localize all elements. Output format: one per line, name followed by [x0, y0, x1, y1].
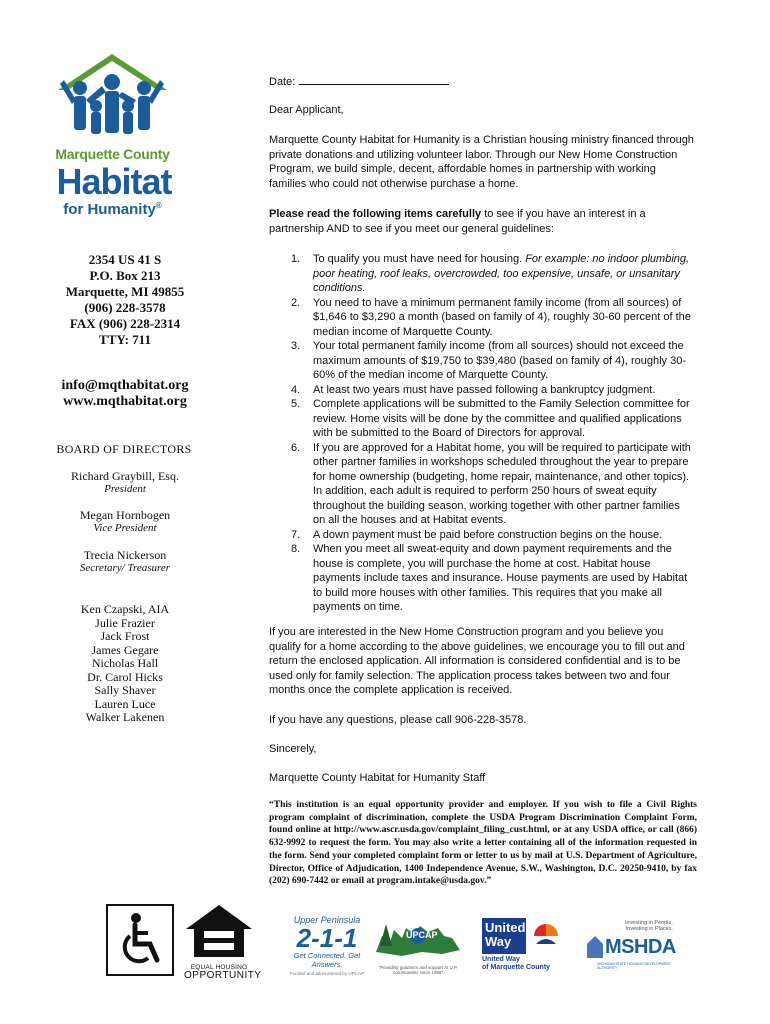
- board-member: Sally Shaver: [94, 683, 156, 697]
- address-phone: (906) 228-3578: [84, 300, 166, 315]
- up211-big: 2-1-1: [296, 923, 358, 953]
- upcap-name: UPCAP: [406, 930, 438, 940]
- habitat-logo: [50, 50, 175, 220]
- up211-small: Funded and administered by UPCAP: [290, 971, 364, 976]
- item-number: 8.: [291, 543, 301, 555]
- address-fax: FAX (906) 228-2314: [69, 316, 181, 331]
- equal-housing-line1: EQUAL HOUSING: [190, 964, 248, 971]
- board-officer: [40, 470, 210, 496]
- greeting: Dear Applicant,: [269, 104, 344, 116]
- date-label: Date:: [269, 76, 296, 88]
- item-number: 4.: [291, 383, 301, 396]
- mshda-house-icon: [585, 934, 605, 960]
- signature: Marquette County Habitat for Humanity Staff: [269, 772, 486, 784]
- habitat-house-icon: [50, 50, 175, 146]
- up211-top: Upper Peninsula: [293, 915, 361, 925]
- officer-role: President: [104, 483, 146, 495]
- address-city: Marquette, MI 49855: [65, 284, 185, 299]
- item-text: To qualify you must have need for housing.: [313, 253, 526, 265]
- united-way-line2: Way: [485, 934, 512, 949]
- list-item: [269, 542, 694, 615]
- officer-role: Vice President: [93, 522, 157, 534]
- united-way-hand-icon: [530, 920, 562, 952]
- logo-line-county: Marquette County: [55, 146, 170, 162]
- united-way-line1: United: [485, 920, 526, 935]
- board-officer: [40, 509, 210, 535]
- interested-paragraph: If you are interested in the New Home Construction program and you believe you qualify for a home according to the above guidelines, we encourage you to fill out and return the enclosed application. All information is considered confidential and is to be used only for family selection. The application process takes between two and four months once the complete application is received.: [269, 626, 685, 696]
- mshda-tag1: Investing in People.: [624, 920, 673, 926]
- item-number: 1.: [291, 253, 301, 265]
- officer-name: Trecia Nickerson: [83, 548, 167, 562]
- board-member: Jack Frost: [100, 629, 150, 643]
- up211-tag: Get Connected. Get Answers.: [293, 951, 361, 969]
- list-item: [269, 252, 694, 296]
- board-member: Julie Frazier: [95, 615, 155, 630]
- address-pobox: P.O. Box 213: [89, 268, 161, 283]
- officer-role: Secretary/ Treasurer: [79, 562, 171, 574]
- logo-humanity-text: for Humanity: [63, 201, 156, 218]
- board-member: Nicholas Hall: [91, 656, 159, 670]
- item-text: At least two years must have passed following a bankruptcy judgment.: [313, 383, 656, 396]
- item-example: For example: no indoor plumbing, poor heating, roof leaks, overcrowded, too expensive, unsafe, or unsanitary conditions.: [313, 253, 690, 294]
- mshda-logo: [583, 920, 676, 976]
- usda-disclaimer: “This institution is an equal opportunity provider and employer. If you wish to file a Civil Rights program complaint of discrimination, complete the USDA Program Discrimination Complaint Form, found online at http://www.ascr.usda.gov/complaint_filing_cust.html, or at any USDA office, or call (866) 632-9992 to request the form. You may also write a letter containing all of the information requested in the form. Send your completed complaint form or letter to us by mail at U.S. Department of Agriculture, Director, Office of Adjudication, 1400 Independence Avenue, S.W., Washington, D.C. 20250-9410, by fax (202) 690-7442 or email at program.intake@usda.gov.”: [269, 800, 697, 887]
- board-title: BOARD OF DIRECTORS: [56, 442, 192, 456]
- upcap-tag: “Providing guidance and support to U.P. communities since 1968”: [378, 965, 458, 975]
- item-number: 5.: [291, 398, 301, 410]
- contact-website[interactable]: www.mqthabitat.org: [63, 394, 187, 409]
- equal-housing-icon: [184, 903, 254, 959]
- questions-paragraph: If you have any questions, please call 906-228-3578.: [269, 714, 527, 726]
- item-number: 3.: [291, 340, 301, 352]
- item-number: 2.: [291, 296, 301, 309]
- date-line: [269, 74, 694, 90]
- closing: Sincerely,: [269, 743, 317, 755]
- guidelines-list: [269, 252, 694, 615]
- united-way-badge: [482, 918, 526, 954]
- contact-block: [40, 378, 210, 410]
- logo-line-humanity: [50, 201, 175, 218]
- item-text: Your total permanent family income (from all sources) should not exceed the maximum amounts of $19,750 to $39,480 (based on family of 4), roughly 30-60% of the median income of Marquette County.: [313, 340, 686, 381]
- list-item: [269, 339, 694, 383]
- instructions-rest: to see if you have an interest in a partnership AND to see if you meet our general guidelines:: [269, 208, 646, 235]
- list-item: [269, 528, 694, 543]
- up-211-logo: [283, 915, 371, 975]
- item-text: A down payment must be paid before construction begins on the house.: [313, 528, 663, 541]
- item-text: You need to have a minimum permanent family income (from all sources) of $1,646 to $3,290 a month (based on family of 4), roughly 30-60 percent of the median income of Marquette County.: [313, 296, 691, 338]
- logo-line-habitat: Habitat: [56, 161, 172, 202]
- wheelchair-icon: [108, 906, 172, 974]
- item-number: 7.: [291, 528, 301, 541]
- contact-email[interactable]: info@mqthabitat.org: [61, 378, 189, 393]
- mshda-sub: MICHIGAN STATE HOUSING DEVELOPMENT AUTHORITY: [597, 962, 671, 970]
- board-member: Walker Lakenen: [85, 710, 165, 724]
- board-member: Dr. Carol Hicks: [87, 669, 163, 684]
- address-block: [40, 252, 210, 348]
- equal-housing-logo: [184, 903, 262, 981]
- date-field[interactable]: [299, 74, 449, 85]
- list-item: [269, 397, 694, 441]
- item-text: If you are approved for a Habitat home, you will be required to participate with other partner families in workshops scheduled throughout the year to prepare for home ownership (budgeting, home repair, maintenance, and other topics). In addition, each adult is required to perform 250 hours of sweat equity throughout the building season, working together with other partner families on all the houses and at Habitat events.: [313, 441, 691, 526]
- item-text: Complete applications will be submitted to the Family Selection committee for review. Home visits will be done by the committee and qualified applications with be submitted to the Board of Directors for approval.: [313, 398, 690, 439]
- mshda-name: MSHDA: [605, 936, 676, 958]
- board-member: Ken Czapski, AIA: [80, 602, 170, 616]
- board-members-list: [40, 603, 210, 725]
- united-way-sub: [482, 956, 550, 972]
- intro-paragraph: Marquette County Habitat for Humanity is a Christian housing ministry financed through private donations and utilizing volunteer labor. Through our New Home Construction Program, we build simple, decent, affordable homes in partnership with working families who could not otherwise purchase a home.: [269, 134, 694, 190]
- equal-housing-line2: OPPORTUNITY: [184, 970, 262, 981]
- officer-name: Megan Hornbogen: [79, 508, 171, 522]
- list-item: [269, 296, 694, 340]
- address-street: 2354 US 41 S: [88, 252, 162, 267]
- officer-name: Richard Graybill, Esq.: [71, 469, 179, 483]
- list-item: [269, 383, 694, 398]
- item-number: 6.: [291, 441, 301, 454]
- address-tty: TTY: 711: [99, 332, 151, 347]
- board-member: Lauren Luce: [94, 696, 156, 711]
- united-way-sub2: of Marquette County: [482, 964, 551, 971]
- list-item: [269, 441, 694, 528]
- united-way-sub1: United Way: [482, 956, 520, 963]
- board-member: James Gegare: [91, 642, 159, 657]
- upcap-logo: [372, 916, 464, 976]
- instructions-bold: Please read the following items carefully: [269, 208, 482, 220]
- mshda-tag2: Investing in Places.: [625, 926, 673, 932]
- item-text: When you meet all sweat-equity and down payment requirements and the house is complete, you will purchase the home at cost. Habitat house payments include taxes and insurance. House payments are used by Habitat to build more houses with other families. This requires that you make all payments on time.: [313, 543, 688, 613]
- board-officer: [40, 549, 210, 575]
- logo-registered-mark: ®: [155, 201, 162, 210]
- united-way-logo: [480, 918, 564, 976]
- accessibility-logo: [106, 904, 174, 976]
- instructions-paragraph: [269, 207, 694, 236]
